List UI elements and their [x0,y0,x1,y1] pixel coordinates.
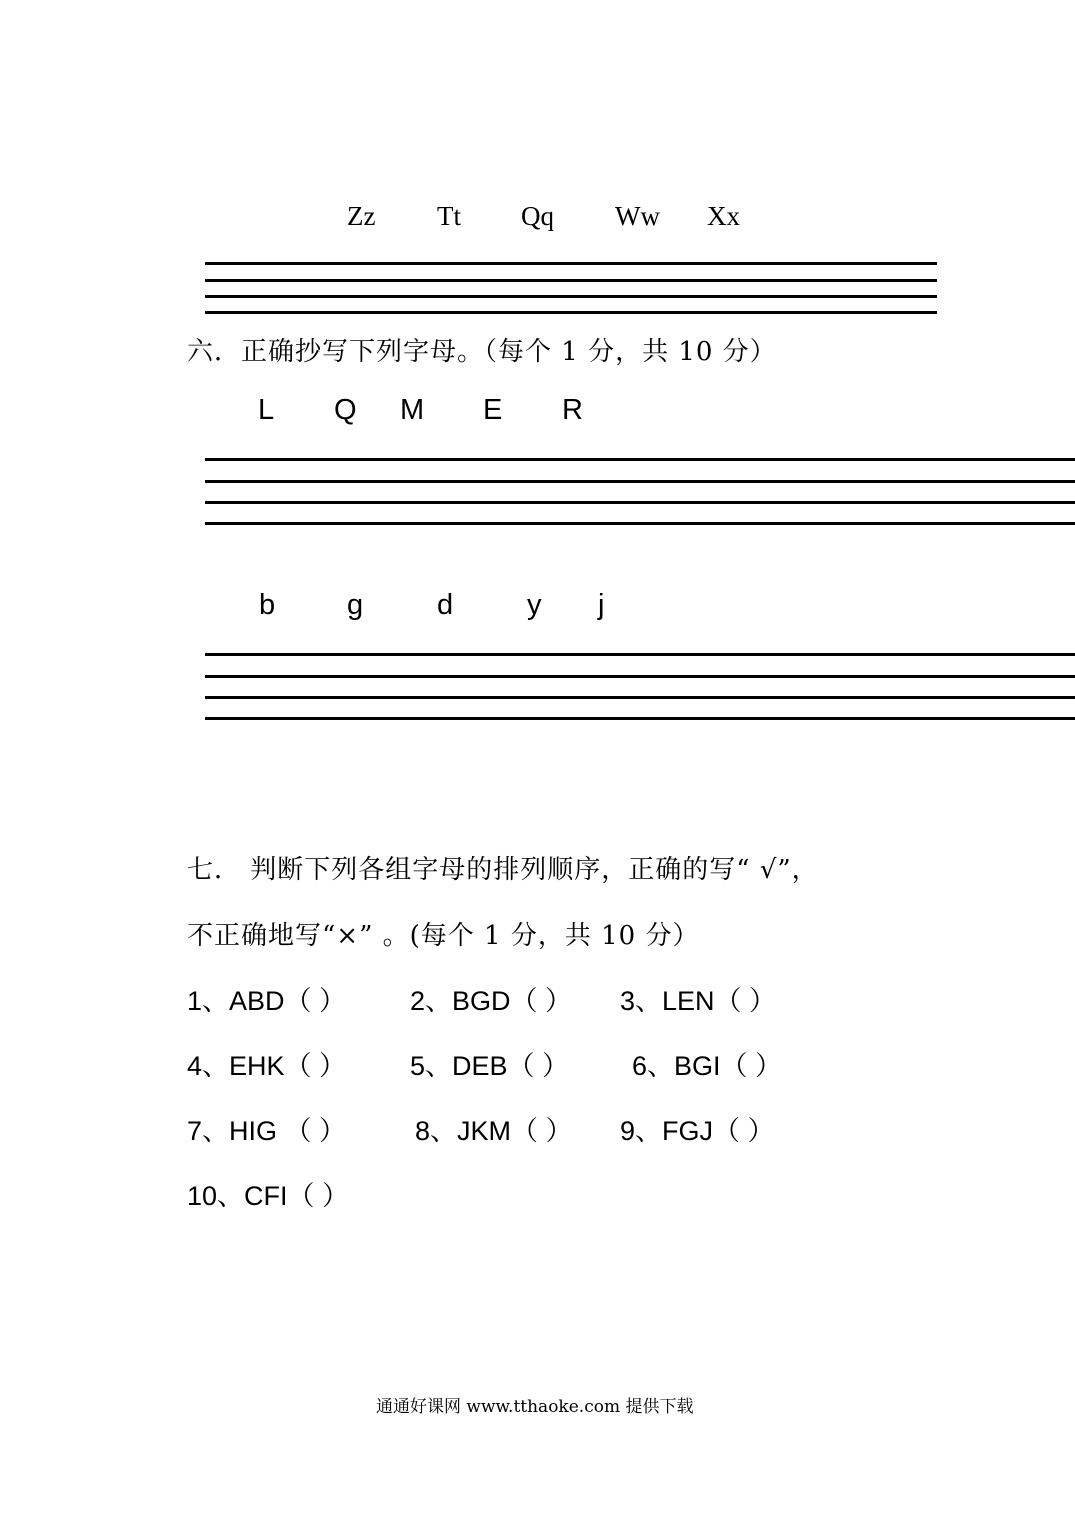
judgement-item: 7、HIG （ ） [187,1116,347,1146]
letter-pair: Xx [707,201,740,231]
writing-line [205,480,1075,483]
judgement-item: 4、EHK（ ） [187,1051,347,1081]
uppercase-letter: M [400,394,425,426]
writing-line [205,696,1075,699]
judgement-item: 2、BGD（ ） [410,986,573,1016]
judgement-item: 8、JKM（ ） [415,1116,573,1146]
uppercase-letter: E [483,394,503,426]
lowercase-letter: d [437,589,454,621]
uppercase-letter: R [562,394,583,426]
judgement-item: 3、LEN（ ） [620,986,777,1016]
writing-line [205,295,937,298]
uppercase-letter: Q [334,394,357,426]
letter-pair: Zz [347,201,376,231]
judgement-item: 6、BGI（ ） [632,1051,783,1081]
writing-line [205,717,1075,720]
writing-line [205,675,1075,678]
lowercase-letter: j [598,589,605,621]
lowercase-letter: b [259,589,276,621]
writing-line [205,653,1075,656]
section7-heading-line2: 不正确地写“×” 。(每个 1 分，共 10 分） [187,921,700,951]
writing-line [205,458,1075,461]
letter-pair: Tt [437,201,461,231]
writing-line [205,279,937,282]
letter-pair: Qq [521,201,554,231]
judgement-item: 9、FGJ（ ） [620,1116,775,1146]
footer-credit: 通通好课网 www.tthaoke.com 提供下载 [376,1397,694,1417]
writing-line [205,522,1075,525]
lowercase-letter: y [527,589,542,621]
judgement-item: 1、ABD（ ） [187,986,347,1016]
writing-line [205,262,937,265]
letter-pair: Ww [615,201,660,231]
section6-heading: 六．正确抄写下列字母。（每个 1 分，共 10 分） [187,337,777,367]
judgement-item: 5、DEB（ ） [410,1051,570,1081]
judgement-item: 10、CFI（ ） [187,1181,350,1211]
lowercase-letter: g [347,589,364,621]
writing-line [205,501,1075,504]
section7-heading-line1: 七． 判断下列各组字母的排列顺序，正确的写“ √”， [187,855,819,885]
uppercase-letter: L [258,394,275,426]
writing-line [205,311,937,314]
